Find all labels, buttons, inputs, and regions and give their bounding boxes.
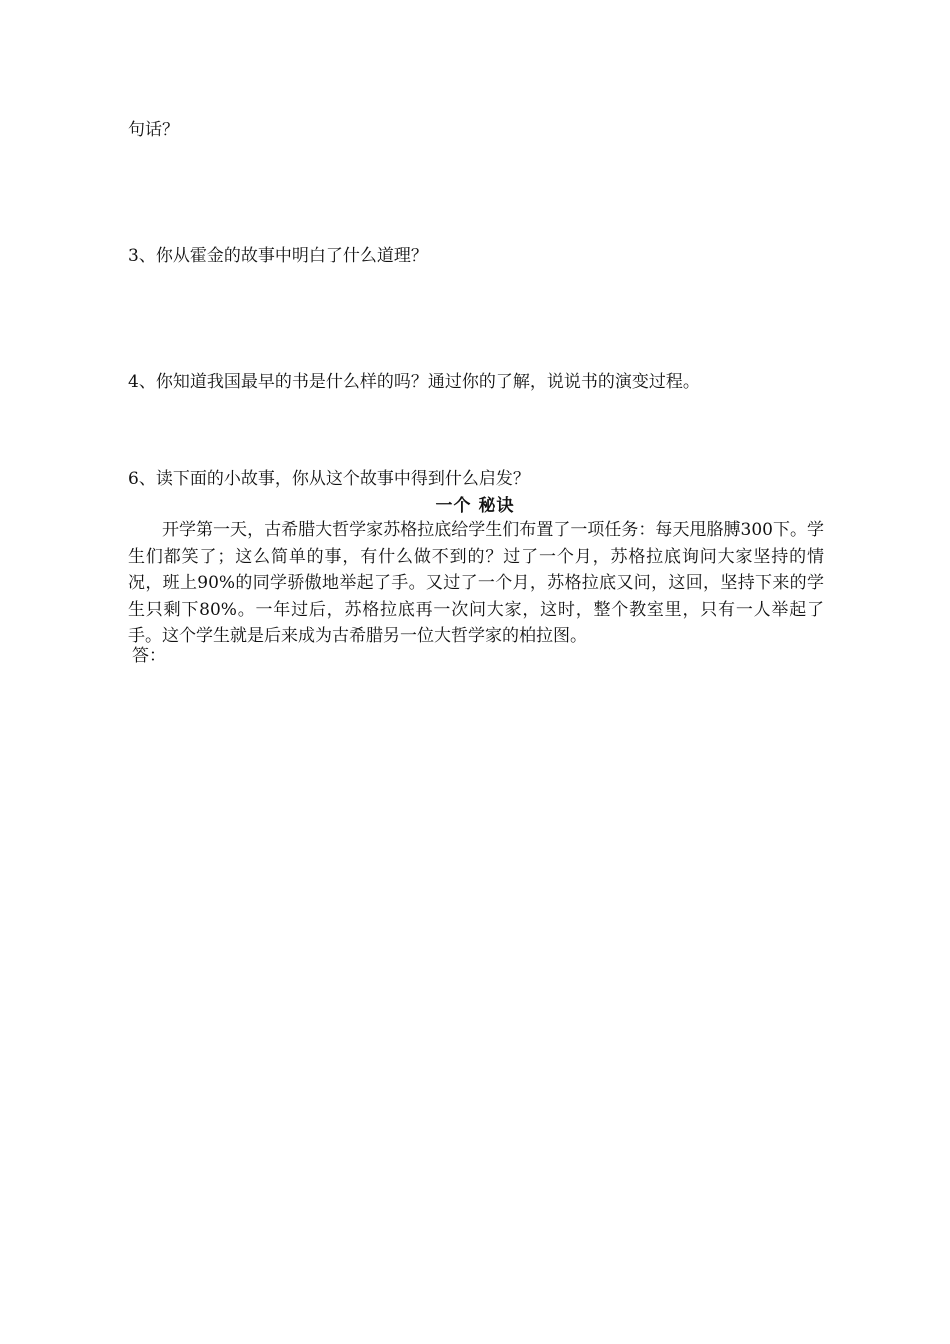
question-4: 4、你知道我国最早的书是什么样的吗？通过你的了解，说说书的演变过程。 (128, 372, 700, 392)
answer-label: 答： (132, 646, 166, 666)
question-6: 6、读下面的小故事，你从这个故事中得到什么启发？ (128, 469, 530, 489)
question-tail-text: 句话？ (128, 120, 179, 140)
story-title: 一个 秘诀 (435, 496, 515, 516)
story-body: 开学第一天，古希腊大哲学家苏格拉底给学生们布置了一项任务：每天甩胳膊300下。学生们都笑了；这么简单的事，有什么做不到的？过了一个月，苏格拉底询问大家坚持的情况，班上90%的同学骄傲地举起了手。又过了一个月，苏格拉底又问，这回，坚持下来的学生只剩下80%。一年过后，苏格拉底再一次问大家，这时，整个教室里，只有一人举起了手。这个学生就是后来成为古希腊另一位大哲学家的柏拉图。 (128, 520, 824, 646)
question-3: 3、你从霍金的故事中明白了什么道理？ (128, 246, 428, 266)
